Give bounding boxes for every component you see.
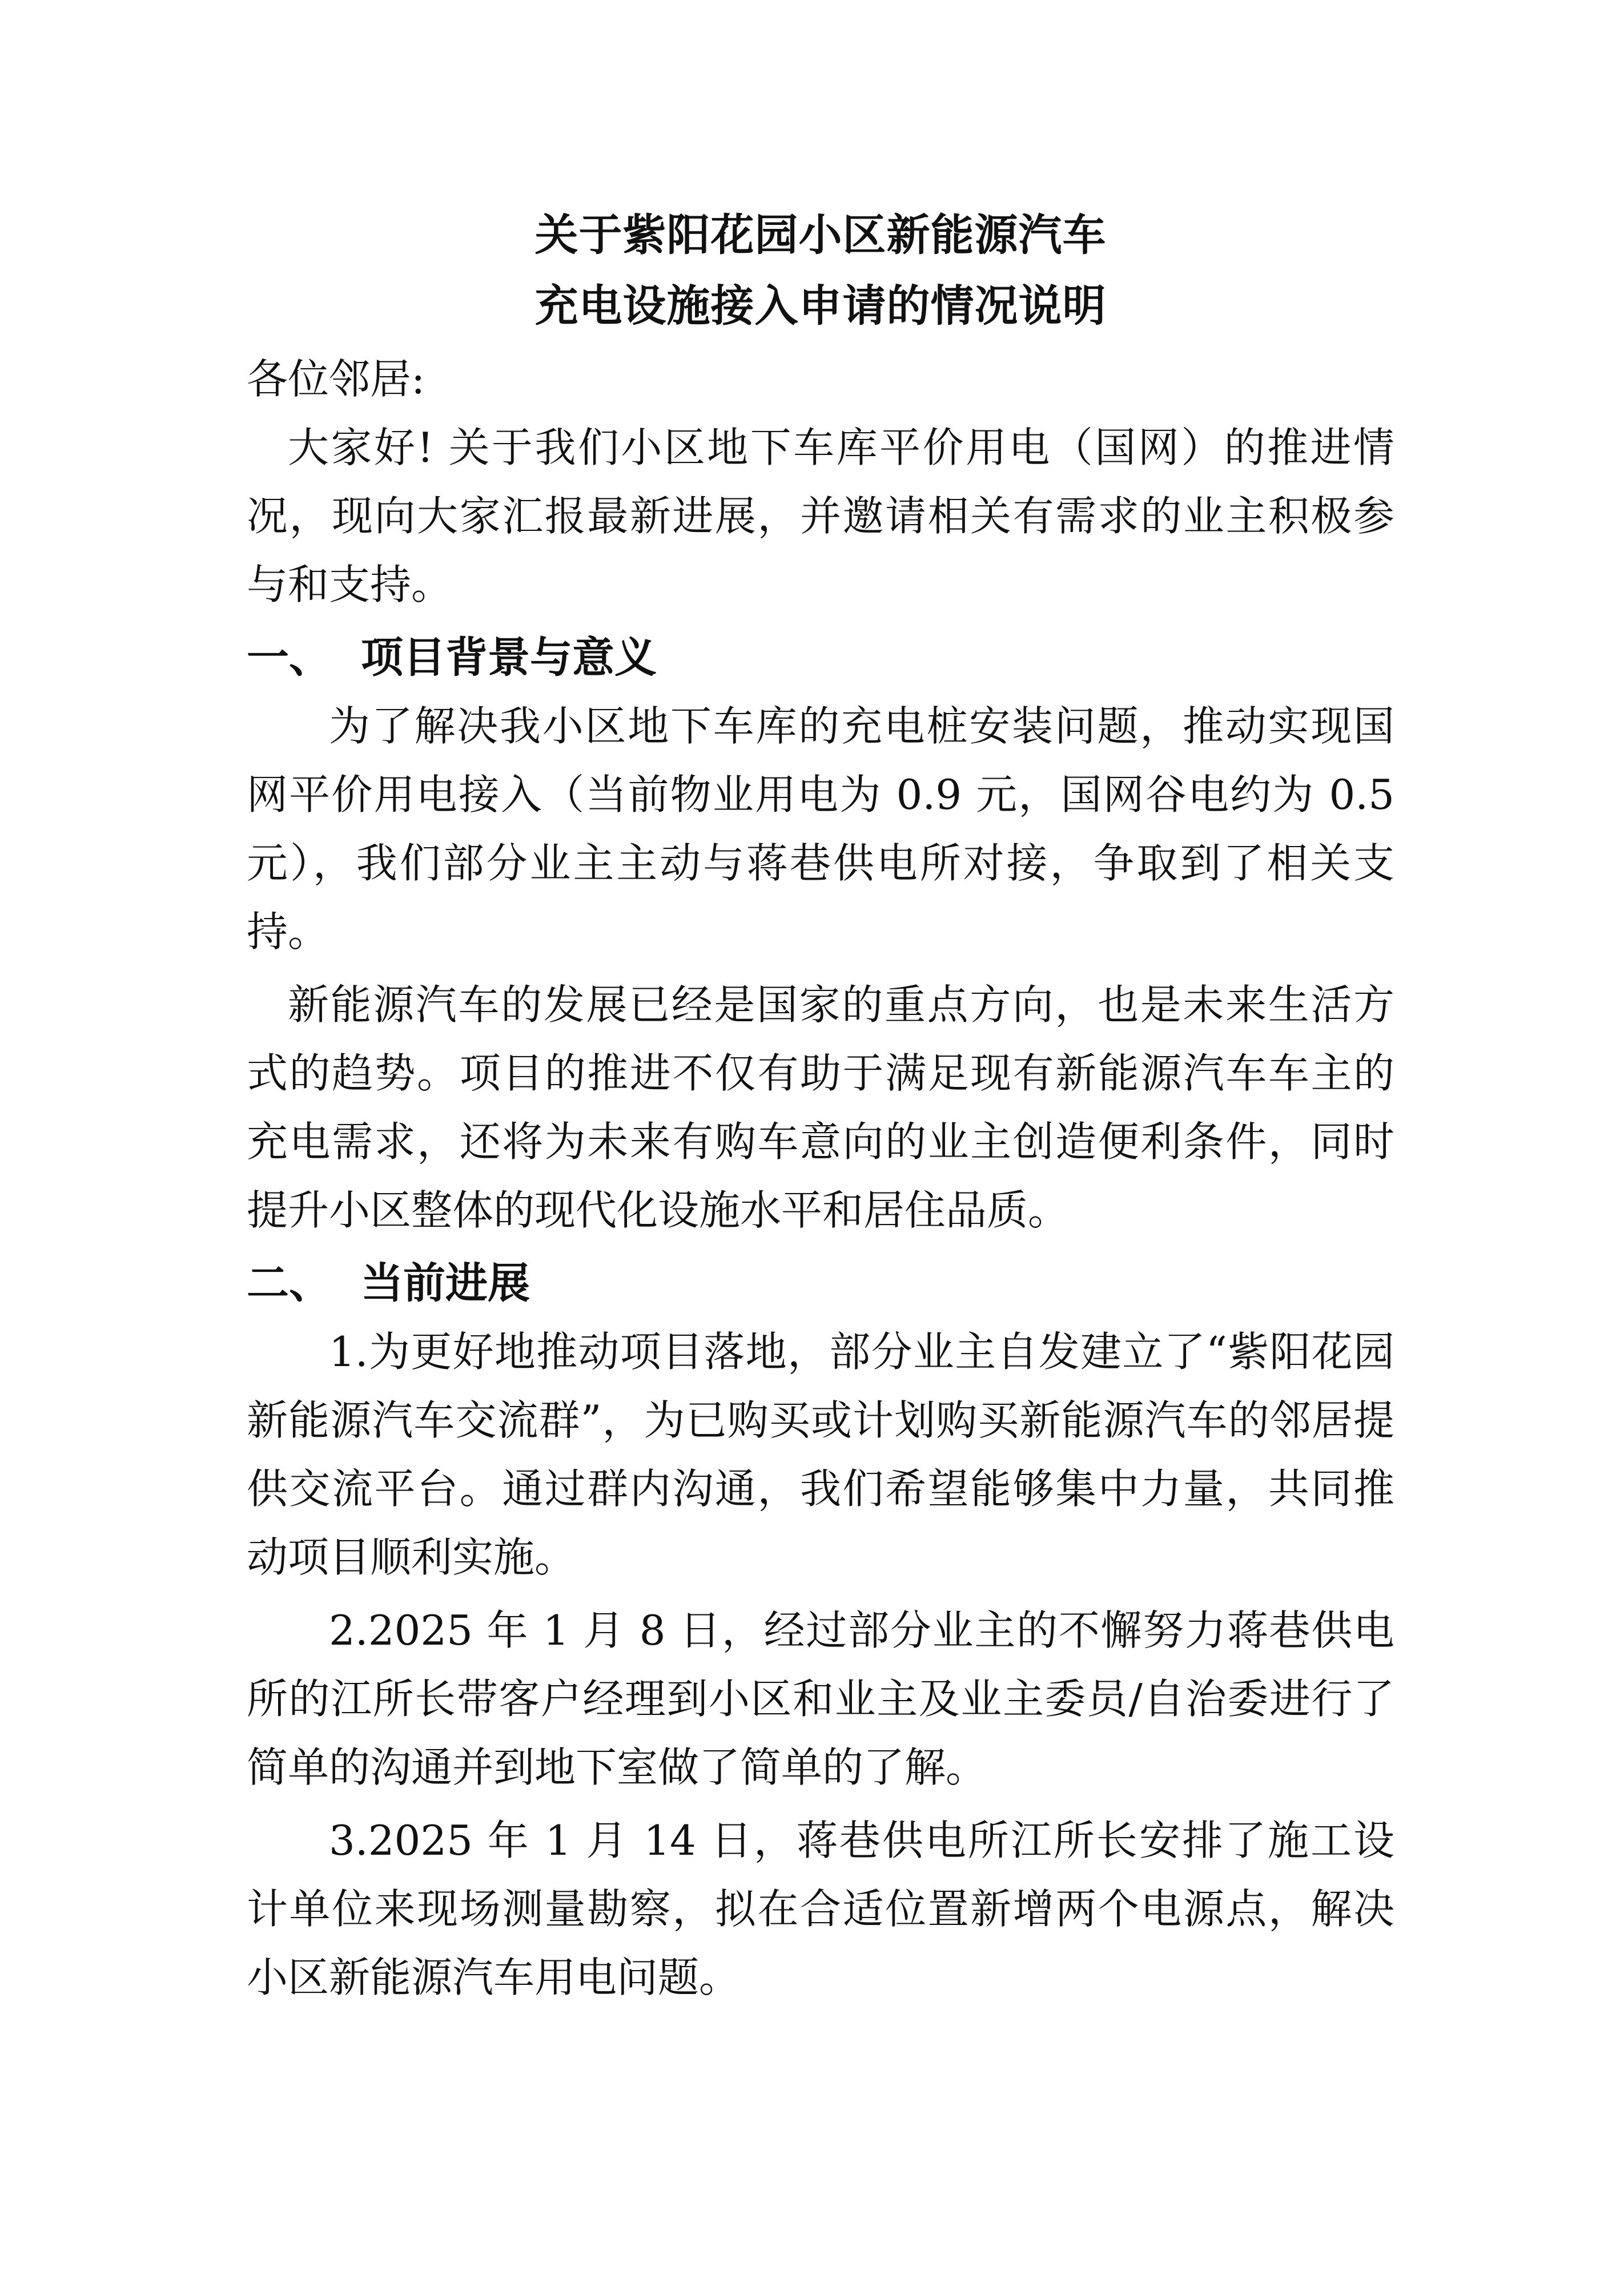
intro-paragraph: 大家好! 关于我们小区地下车库平价用电（国网）的推进情况，现向大家汇报最新进展，并邀请相关有需求的业主积极参与和支持。: [247, 424, 1394, 609]
document-title-line-1: 关于紫阳花园小区新能源汽车: [534, 210, 1107, 260]
section-2-item-1: 1.为更好地推动项目落地，部分业主自发建立了“紫阳花园新能源汽车交流群”，为已购买或计划购买新能源汽车的邻居提供交流平台。通过群内沟通，我们希望能够集中力量，共同推动项目顺利实施。: [247, 1328, 1394, 1581]
section-2-heading: [247, 1249, 1394, 1318]
section-1-paragraph-1: 为了解决我小区地下车库的充电桩安装问题，推动实现国网平价用电接入（当前物业用电为 0.9 元，国网谷电约为 0.5 元），我们部分业主主动与蒋巷供电所对接，争取到了相关支持。: [247, 702, 1394, 956]
section-1-number: 一、: [247, 633, 331, 682]
document-title-line-2: 充电设施接入申请的情况说明: [534, 280, 1107, 331]
section-1-paragraph-2: 新能源汽车的发展已经是国家的重点方向，也是未来生活方式的趋势。项目的推进不仅有助于满足现有新能源汽车车主的充电需求，还将为未来有购车意向的业主创造便利条件，同时提升小区整体的现代化设施水平和居住品质。: [247, 981, 1394, 1234]
section-2-item-3: 3.2025 年 1 月 14 日，蒋巷供电所江所长安排了施工设计单位来现场测量勘察，拟在合适位置新增两个电源点，解决小区新能源汽车用电问题。: [247, 1816, 1394, 2001]
salutation: 各位邻居:: [247, 355, 425, 403]
section-1-title: 项目背景与意义: [361, 633, 657, 682]
section-2-number: 二、: [247, 1259, 331, 1308]
section-1-heading: [247, 623, 1394, 692]
section-2-title: 当前进展: [361, 1259, 530, 1308]
section-2-item-2: 2.2025 年 1 月 8 日，经过部分业主的不懈努力蒋巷供电所的江所长带客户经理到小区和业主及业主委员/自治委进行了简单的沟通并到地下室做了简单的了解。: [247, 1606, 1394, 1791]
document-body: [247, 200, 1394, 2016]
